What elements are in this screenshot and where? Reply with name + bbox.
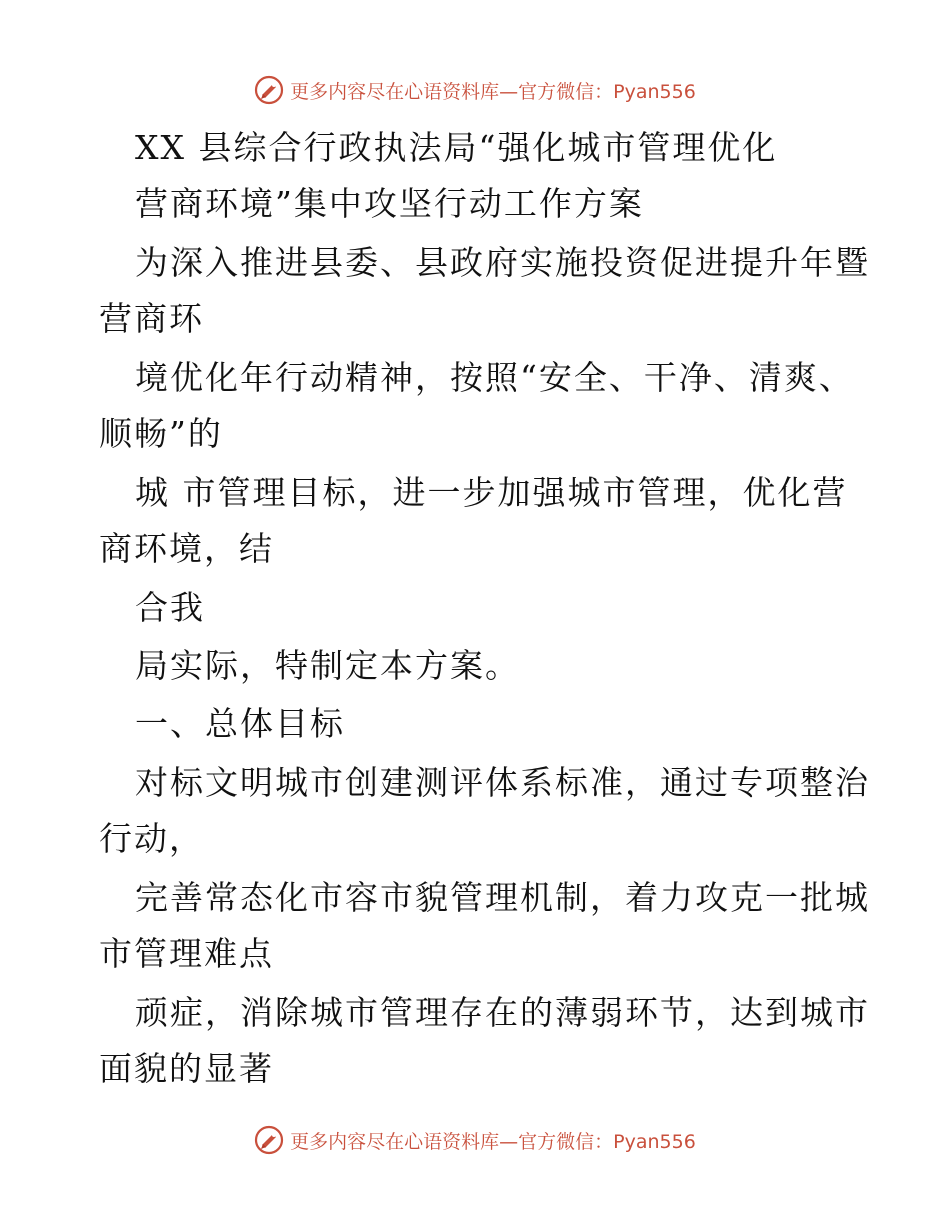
paragraph-line: 面貌的显著 [99, 1049, 274, 1088]
paragraph-line: 顽症，消除城市管理存在的薄弱环节，达到城市 [135, 993, 870, 1032]
paragraph-line: 城 市管理目标，进一步加强城市管理，优化营 [135, 473, 848, 512]
paragraph-line: 商环境，结 [99, 529, 274, 568]
paragraph-line: 顺畅”的 [99, 414, 223, 453]
paragraph-line: 境优化年行动精神，按照“安全、干净、清爽、 [135, 358, 854, 397]
document-title-line-2: 营商环境”集中攻坚行动工作方案 [135, 184, 644, 223]
paragraph-line: 为深入推进县委、县政府实施投资促进提升年暨 [135, 243, 870, 282]
paragraph-line: 营商环 [99, 299, 204, 338]
paragraph-line: 市管理难点 [99, 934, 274, 973]
hand-pen-logo-icon [254, 75, 284, 105]
document-title-line-1: XX 县综合行政执法局“强化城市管理优化 [135, 128, 778, 167]
paragraph-line: 行动， [99, 819, 204, 858]
watermark-header [0, 70, 950, 110]
paragraph-line: 局实际，特制定本方案。 [135, 646, 520, 685]
hand-pen-logo-icon [254, 1125, 284, 1155]
watermark-footer [0, 1120, 950, 1160]
paragraph-line: 合我 [135, 588, 205, 627]
watermark-text-top: 更多内容尽在心语资料库—官方微信：Pyan556 [290, 80, 696, 103]
section-heading: 一、总体目标 [135, 704, 345, 743]
watermark-text-bottom: 更多内容尽在心语资料库—官方微信：Pyan556 [290, 1130, 696, 1153]
paragraph-line: 对标文明城市创建测评体系标准，通过专项整治 [135, 763, 870, 802]
paragraph-line: 完善常态化市容市貌管理机制，着力攻克一批城 [135, 878, 870, 917]
